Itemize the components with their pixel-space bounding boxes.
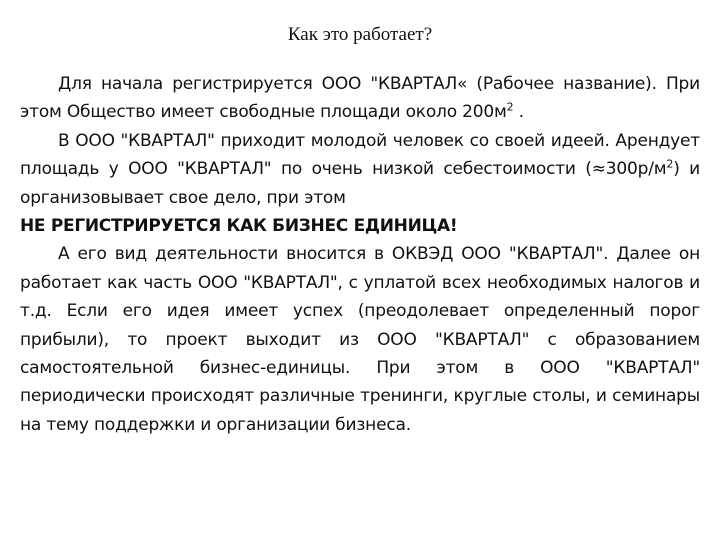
slide-title: Как это работает? [287,24,433,45]
emphasis-line: НЕ РЕГИСТРИРУЕТСЯ КАК БИЗНЕС ЕДИНИЦА! [20,216,458,237]
paragraph-operation: А его вид деятельности вносится в ОКВЭД ООО "КВАРТАЛ". Далее он работает как часть ООО "КВАРТАЛ", с уплатой всех необходимых налогов и т.д. Если его идея имеет успех (преодолевает определенный порог прибыли), то проект выходит из ООО "КВАРТАЛ" с образованием самостоятельной бизнес-единицы. При этом в ООО "КВАРТАЛ" периодически происходят различные тренинги, круглые столы, и семинары на тему поддержки и организации бизнеса. [20,244,700,435]
paragraph-registration-end: . [513,102,524,123]
paragraph-registration [20,70,700,127]
paragraph-rent [20,127,700,212]
slide-body [20,70,700,439]
superscript-2: 2 [666,157,674,171]
paragraph-rent-text: В ООО "КВАРТАЛ" приходит молодой человек со своей идеей. Арендует площадь у ООО "КВАРТАЛ" по очень низкой себестоимости (≈300р/м [20,130,700,180]
superscript-2: 2 [506,100,514,114]
paragraph-rent-end: ) и организовывает свое дело, при этом [20,159,700,208]
paragraph-registration-text: Для начала регистрируется ООО "КВАРТАЛ« (Рабочее название). При этом Общество имеет свободные площади около 200м [20,74,700,123]
